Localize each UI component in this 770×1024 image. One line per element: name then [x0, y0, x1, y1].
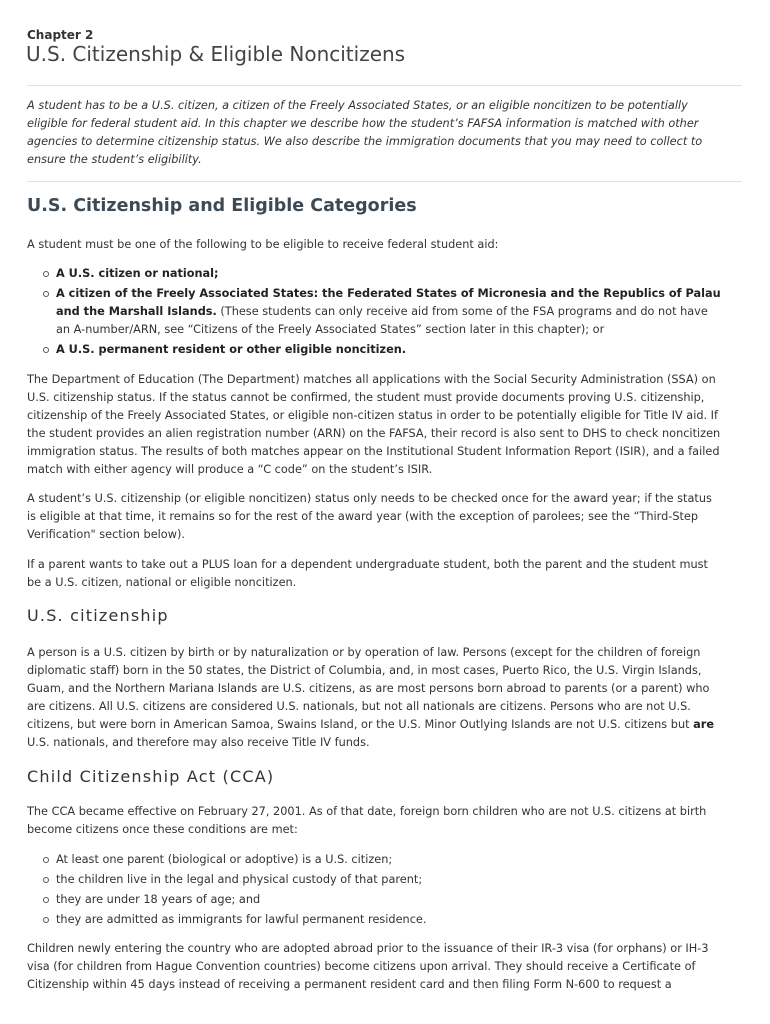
paragraph-plus-loan	[27, 556, 752, 592]
section-heading-cca: Child Citizenship Act (CCA)	[27, 767, 275, 786]
paragraph-cca-adoption	[27, 940, 752, 994]
paragraph-ssa-match	[27, 371, 752, 479]
text-line: diplomatic staff) born in the 50 states, the District of Columbia, and, in most cases, Puerto Rico, the U.S. Virgin Islands,	[27, 664, 702, 677]
list-item-text: they are under 18 years of age; and	[56, 893, 261, 906]
text-line: A person is a U.S. citizen by birth or by naturalization or by operation of law. Persons (except for the children of foreign	[27, 646, 701, 659]
text-line: The Department of Education (The Department) matches all applications with the Social Security Administration (SSA) on	[27, 373, 716, 386]
list-item-bold: and the Marshall Islands.	[56, 305, 217, 318]
text-line: immigration status. The results of both matches appear on the Institutional Student Information Report (ISIR), and a failed	[27, 445, 720, 458]
bullet-icon	[43, 857, 49, 863]
list-item-text: an A-number/ARN, see “Citizens of the Freely Associated States” section later in this chapter); or	[56, 323, 605, 336]
list-item	[56, 911, 426, 929]
bullet-icon	[43, 271, 49, 277]
section-heading-us-citizenship: U.S. citizenship	[27, 606, 169, 625]
top-divider	[27, 85, 742, 86]
text-line: Children newly entering the country who are adopted abroad prior to the issuance of their IR-3 visa (for orphans) or IH-3	[27, 942, 709, 955]
text-line: become citizens once these conditions are met:	[27, 823, 298, 836]
bullet-icon	[43, 347, 49, 353]
paragraph-status-check	[27, 490, 752, 544]
paragraph-cca-lead	[27, 803, 752, 839]
eligibility-lead	[27, 236, 752, 254]
list-item	[56, 285, 721, 339]
intro-line: eligible for federal student aid. In this chapter we describe how the student’s FAFSA information is matched with other	[27, 117, 699, 130]
emphasis-are: are	[693, 718, 714, 731]
text-line: are citizens. All U.S. citizens are considered U.S. nationals, but not all nationals are citizens. Persons who are not U.S.	[27, 700, 691, 713]
text-line: be a U.S. citizen, national or eligible noncitizen.	[27, 576, 297, 589]
text-line: U.S. citizenship status. If the status cannot be confirmed, the student must provide documents proving U.S. citizenship,	[27, 391, 705, 404]
text-line: Verification" section below).	[27, 528, 185, 541]
intro-line: A student has to be a U.S. citizen, a citizen of the Freely Associated States, or an eligible noncitizen to be potentially	[27, 99, 688, 112]
list-item-text: they are admitted as immigrants for lawful permanent residence.	[56, 913, 427, 926]
text-line: Guam, and the Northern Mariana Islands are U.S. citizens, as are most persons born abroad to parents (or a parent) who	[27, 682, 710, 695]
list-item-bold: A citizen of the Freely Associated States: the Federated States of Micronesia and the Republics of Palau	[56, 287, 721, 300]
text-line: U.S. nationals, and therefore may also receive Title IV funds.	[27, 736, 370, 749]
list-item-text: At least one parent (biological or adoptive) is a U.S. citizen;	[56, 853, 393, 866]
paragraph-us-citizenship	[27, 644, 752, 752]
list-item	[56, 891, 260, 909]
list-item-bold: A U.S. citizen or national;	[56, 267, 219, 280]
intro-line: ensure the student’s eligibility.	[27, 153, 202, 166]
list-item	[56, 871, 422, 889]
text-line: match with either agency will produce a “C code” on the student’s ISIR.	[27, 463, 433, 476]
bullet-icon	[43, 877, 49, 883]
text-line: The CCA became effective on February 27, 2001. As of that date, foreign born children who are not U.S. citizens at birth	[27, 805, 707, 818]
list-item-text: (These students can only receive aid from some of the FSA programs and do not have	[216, 305, 708, 318]
bullet-icon	[43, 917, 49, 923]
intro-line: agencies to determine citizenship status. We also describe the immigration documents that you may need to collect to	[27, 135, 703, 148]
text-line: is eligible at that time, it remains so for the rest of the award year (with the exception of parolees; see the “Third-Step	[27, 510, 699, 523]
text-line: citizenship of the Freely Associated States, or eligible non-citizen status in order to be potentially eligible for Title IV aid. If	[27, 409, 718, 422]
text-line: A student’s U.S. citizenship (or eligible noncitizen) status only needs to be checked once for the award year; if the status	[27, 492, 712, 505]
list-item	[56, 265, 219, 283]
text-line: visa (for children from Hague Convention countries) become citizens upon arrival. They should receive a Certificate of	[27, 960, 696, 973]
text-line: citizens, but were born in American Samoa, Swains Island, or the U.S. Minor Outlying Islands are not U.S. citizens but	[27, 718, 694, 731]
intro-divider	[27, 181, 742, 182]
text-line: the student provides an alien registration number (ARN) on the FAFSA, their record is also sent to DHS to check noncitizen	[27, 427, 721, 440]
text-line: A student must be one of the following to be eligible to receive federal student aid:	[27, 238, 499, 251]
intro-summary	[27, 97, 747, 169]
list-item	[56, 341, 406, 359]
section-heading-citizenship-categories: U.S. Citizenship and Eligible Categories	[27, 196, 417, 216]
text-line: Citizenship within 45 days instead of receiving a permanent resident card and then filing Form N-600 to request a	[27, 978, 672, 991]
bullet-icon	[43, 291, 49, 297]
bullet-icon	[43, 897, 49, 903]
list-item-bold: A U.S. permanent resident or other eligible noncitizen.	[56, 343, 407, 356]
page-title: U.S. Citizenship & Eligible Noncitizens	[26, 42, 406, 66]
list-item	[56, 851, 392, 869]
list-item-text: the children live in the legal and physical custody of that parent;	[56, 873, 423, 886]
chapter-label: Chapter 2	[27, 28, 94, 42]
text-line: If a parent wants to take out a PLUS loan for a dependent undergraduate student, both the parent and the student must	[27, 558, 708, 571]
